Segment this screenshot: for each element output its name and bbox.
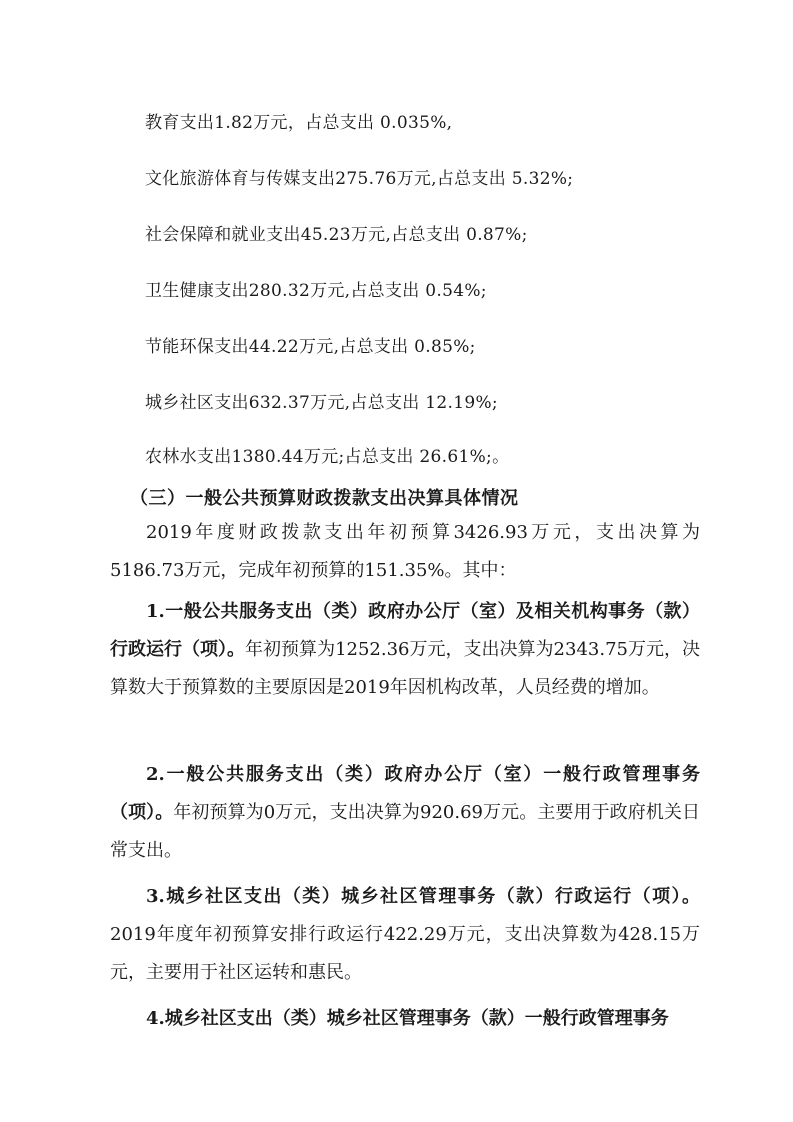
item-1-body: 年初预算为1252.36万元，支出决算为2343.75万元，决算数大于预算数的主要原因是2019年因机构改革，人员经费的增加。: [110, 639, 701, 698]
expense-line-urban-community: 城乡社区支出632.37万元,占总支出 12.19%;: [145, 393, 498, 413]
intro-paragraph: [110, 514, 700, 590]
item-3-paragraph: [110, 878, 700, 992]
item-4-paragraph: [110, 1000, 700, 1038]
item-3-title: 3.城乡社区支出（类）城乡社区管理事务（款）行政运行（项）。: [146, 886, 700, 907]
intro-text: 2019年度财政拨款支出年初预算3426.93万元，支出决算为5186.73万元，完成年初预算的151.35%。其中：: [110, 522, 700, 581]
item-1-paragraph: [110, 593, 700, 707]
section-heading: （三）一般公共预算财政拨款支出决算具体情况: [130, 488, 519, 509]
expense-line-environment: 节能环保支出44.22万元,占总支出 0.85%;: [145, 337, 476, 357]
item-2-body: 年初预算为0万元，支出决算为920.69万元。主要用于政府机关日常支出。: [110, 802, 700, 861]
expense-line-education: 教育支出1.82万元，占总支出 0.035%,: [145, 113, 453, 133]
item-2-paragraph: [110, 756, 700, 870]
item-2-title: 2.一般公共服务支出（类）政府办公厅（室）一般行政管理事务（项）。: [110, 764, 700, 823]
expense-line-agriculture: 农林水支出1380.44万元;占总支出 26.61%;。: [145, 447, 510, 467]
expense-line-social-security: 社会保障和就业支出45.23万元,占总支出 0.87%;: [145, 225, 528, 245]
expense-line-health: 卫生健康支出280.32万元,占总支出 0.54%;: [145, 281, 487, 301]
item-3-body: 2019年度年初预算安排行政运行422.29万元，支出决算数为428.15万元，主要用于社区运转和惠民。: [110, 924, 700, 983]
item-1-title: 1.一般公共服务支出（类）政府办公厅（室）及相关机构事务（款）行政运行（项）。: [110, 601, 700, 660]
item-4-title: 4.城乡社区支出（类）城乡社区管理事务（款）一般行政管理事务: [146, 1008, 669, 1029]
expense-line-culture: 文化旅游体育与传媒支出275.76万元,占总支出 5.32%;: [145, 169, 574, 189]
